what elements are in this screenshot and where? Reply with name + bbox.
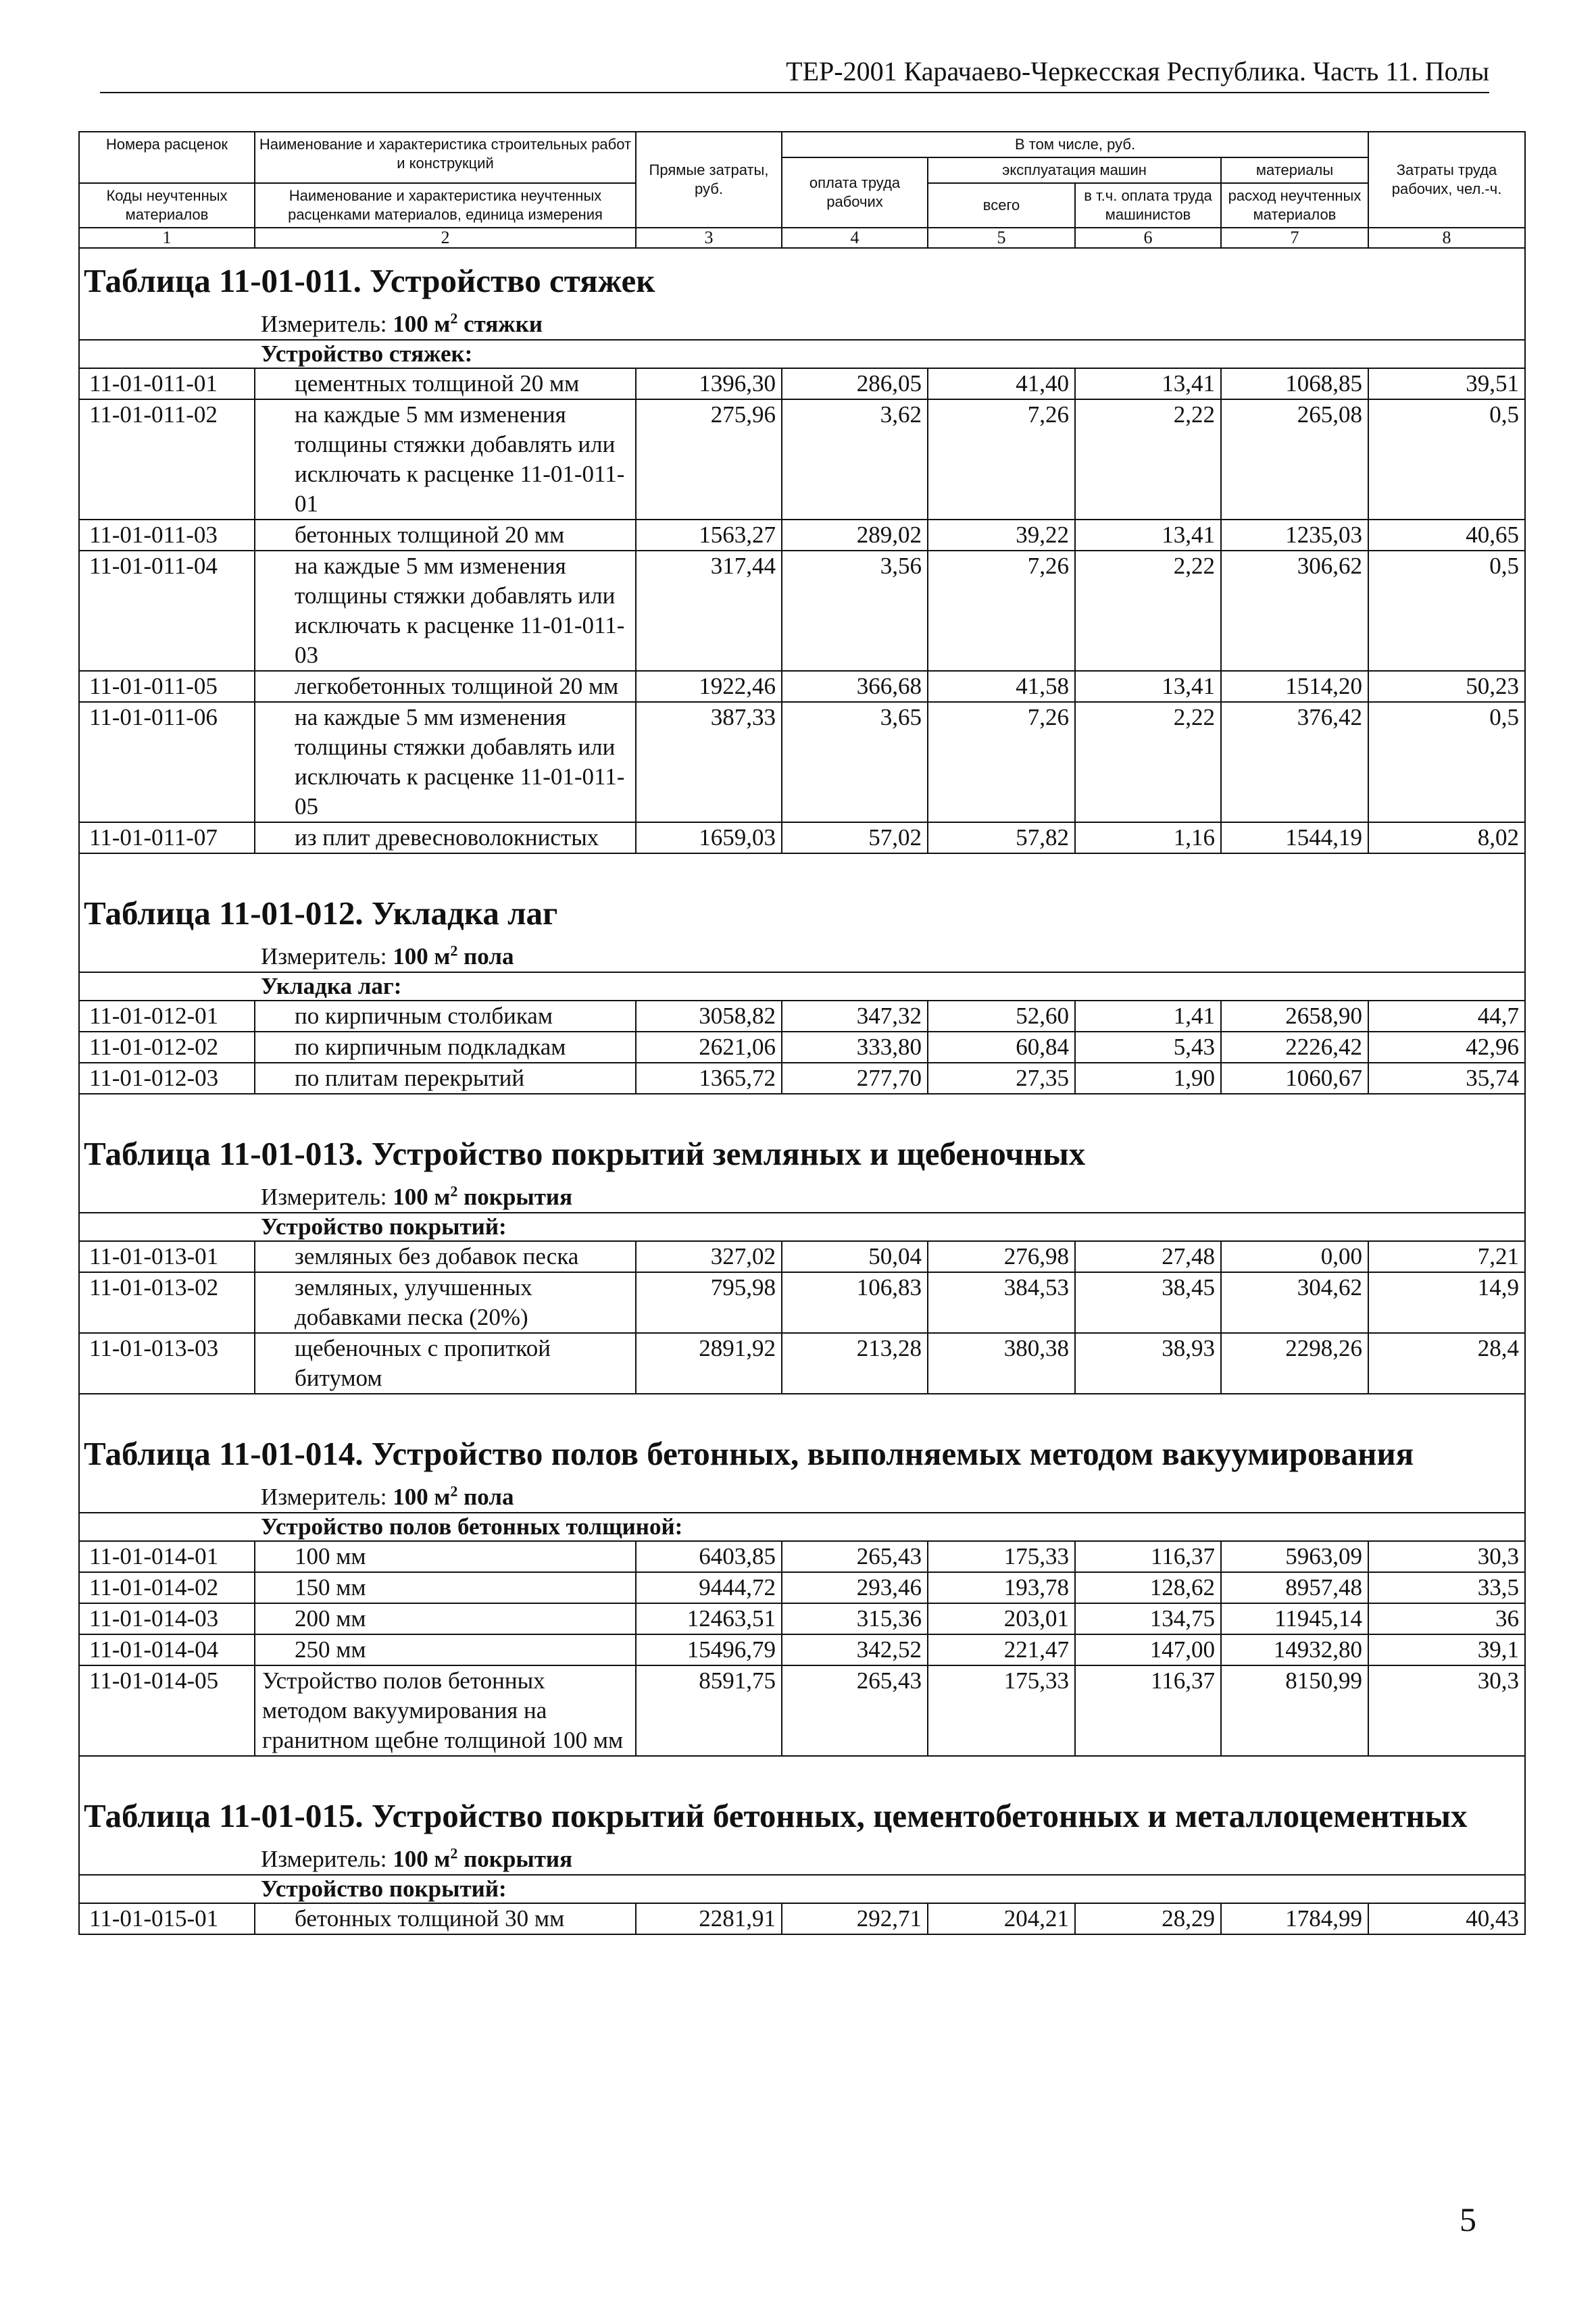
materials-cost: 2298,26 <box>1221 1333 1368 1394</box>
machines-total: 276,98 <box>928 1241 1075 1272</box>
col-header-machines: эксплуатация машин <box>928 157 1221 183</box>
work-description: 100 мм <box>255 1541 636 1572</box>
work-description: по кирпичным столбикам <box>255 1001 636 1032</box>
measure-unit-line <box>79 942 1525 972</box>
machinist-pay: 2,22 <box>1075 399 1221 520</box>
work-group-heading: Укладка лаг: <box>79 972 1525 1001</box>
col-header-materials-use: расход неучтенных материалов <box>1221 183 1368 228</box>
direct-costs: 2621,06 <box>636 1032 782 1063</box>
materials-cost: 1784,99 <box>1221 1903 1368 1934</box>
table-section-title-row <box>79 881 1525 942</box>
measure-unit-base: 100 м <box>393 1184 451 1210</box>
measure-unit-line <box>79 1182 1525 1213</box>
table-row <box>79 1603 1525 1634</box>
work-description: 200 мм <box>255 1603 636 1634</box>
rate-code: 11-01-012-01 <box>79 1001 255 1032</box>
running-header: ТЕР-2001 Карачаево-Черкесская Республика. Часть 11. Полы <box>100 55 1489 93</box>
labor-pay: 315,36 <box>782 1603 928 1634</box>
machinist-pay: 13,41 <box>1075 368 1221 399</box>
rates-table <box>78 131 1526 1935</box>
col-header-name-bottom: Наименование и характеристика неучтенных расценками материалов, единица измерения <box>255 183 636 228</box>
materials-cost: 306,62 <box>1221 551 1368 671</box>
labor-pay: 289,02 <box>782 520 928 551</box>
table-row <box>79 1572 1525 1603</box>
direct-costs: 3058,82 <box>636 1001 782 1032</box>
materials-cost: 2658,90 <box>1221 1001 1368 1032</box>
labor-pay: 50,04 <box>782 1241 928 1272</box>
measure-label: Измеритель: <box>261 1484 393 1510</box>
column-number: 1 <box>79 228 255 248</box>
table-section-title-row <box>79 248 1525 309</box>
table-section-title-row <box>79 1422 1525 1482</box>
column-number: 6 <box>1075 228 1221 248</box>
labor-hours: 30,3 <box>1368 1541 1525 1572</box>
rate-code: 11-01-014-01 <box>79 1541 255 1572</box>
measure-unit-power: 2 <box>450 942 458 959</box>
labor-hours: 40,65 <box>1368 520 1525 551</box>
work-group-heading: Устройство покрытий: <box>79 1875 1525 1903</box>
table-section-title: Таблица 11-01-013. Устройство покрытий земляных и щебеночных <box>79 1122 1525 1182</box>
work-group-heading: Устройство полов бетонных толщиной: <box>79 1513 1525 1541</box>
machines-total: 384,53 <box>928 1272 1075 1333</box>
table-row <box>79 1272 1525 1333</box>
table-section-title: Таблица 11-01-012. Укладка лаг <box>79 881 1525 942</box>
direct-costs: 327,02 <box>636 1241 782 1272</box>
column-number: 4 <box>782 228 928 248</box>
col-header-direct-costs: Прямые затраты, руб. <box>636 132 782 228</box>
materials-cost: 304,62 <box>1221 1272 1368 1333</box>
rate-code: 11-01-011-01 <box>79 368 255 399</box>
measure-unit <box>393 311 543 337</box>
materials-cost: 1060,67 <box>1221 1063 1368 1094</box>
materials-cost: 1544,19 <box>1221 822 1368 853</box>
labor-pay: 342,52 <box>782 1634 928 1665</box>
table-row <box>79 1665 1525 1756</box>
measure-unit-base: 100 м <box>393 311 451 337</box>
rate-code: 11-01-014-05 <box>79 1665 255 1756</box>
labor-hours: 42,96 <box>1368 1032 1525 1063</box>
machines-total: 41,40 <box>928 368 1075 399</box>
labor-pay: 3,56 <box>782 551 928 671</box>
measure-unit-object: покрытия <box>457 1846 573 1872</box>
work-group-heading: Устройство стяжек: <box>79 340 1525 368</box>
materials-cost: 0,00 <box>1221 1241 1368 1272</box>
labor-pay: 3,65 <box>782 702 928 822</box>
table-row <box>79 702 1525 822</box>
measure-unit-power: 2 <box>450 1482 458 1500</box>
work-description: легкобетонных толщиной 20 мм <box>255 671 636 702</box>
table-section-title: Таблица 11-01-011. Устройство стяжек <box>79 248 1525 309</box>
direct-costs: 795,98 <box>636 1272 782 1333</box>
machinist-pay: 2,22 <box>1075 551 1221 671</box>
labor-hours: 0,5 <box>1368 399 1525 520</box>
labor-hours: 39,1 <box>1368 1634 1525 1665</box>
col-header-machinist-pay: в т.ч. оплата труда машинистов <box>1075 183 1221 228</box>
machinist-pay: 116,37 <box>1075 1665 1221 1756</box>
measure-unit <box>393 943 514 970</box>
rate-code: 11-01-011-03 <box>79 520 255 551</box>
work-description: на каждые 5 мм изменения толщины стяжки добавлять или исключать к расценке 11-01-011-05 <box>255 702 636 822</box>
machines-total: 204,21 <box>928 1903 1075 1934</box>
materials-cost: 1514,20 <box>1221 671 1368 702</box>
table-row <box>79 1063 1525 1094</box>
machines-total: 175,33 <box>928 1541 1075 1572</box>
work-description: земляных, улучшенных добавками песка (20%) <box>255 1272 636 1333</box>
labor-hours: 0,5 <box>1368 702 1525 822</box>
labor-hours: 7,21 <box>1368 1241 1525 1272</box>
work-description: 150 мм <box>255 1572 636 1603</box>
machines-total: 60,84 <box>928 1032 1075 1063</box>
work-group-heading: Устройство покрытий: <box>79 1213 1525 1241</box>
work-description: бетонных толщиной 30 мм <box>255 1903 636 1934</box>
labor-hours: 0,5 <box>1368 551 1525 671</box>
direct-costs: 2281,91 <box>636 1903 782 1934</box>
labor-hours: 8,02 <box>1368 822 1525 853</box>
table-row <box>79 399 1525 520</box>
measure-label: Измеритель: <box>261 1184 393 1210</box>
labor-pay: 3,62 <box>782 399 928 520</box>
direct-costs: 6403,85 <box>636 1541 782 1572</box>
machinist-pay: 134,75 <box>1075 1603 1221 1634</box>
rate-code: 11-01-014-03 <box>79 1603 255 1634</box>
table-row <box>79 1241 1525 1272</box>
labor-hours: 30,3 <box>1368 1665 1525 1756</box>
page-number: 5 <box>1460 2200 1476 2238</box>
materials-cost: 8957,48 <box>1221 1572 1368 1603</box>
col-header-codes-top: Номера расценок <box>79 132 255 183</box>
measure-label: Измеритель: <box>261 943 393 970</box>
col-header-group: В том числе, руб. <box>782 132 1368 157</box>
labor-pay: 277,70 <box>782 1063 928 1094</box>
measure-unit-object: пола <box>457 943 514 970</box>
column-number: 3 <box>636 228 782 248</box>
work-description: на каждые 5 мм изменения толщины стяжки добавлять или исключать к расценке 11-01-011-01 <box>255 399 636 520</box>
col-header-labor-hours: Затраты труда рабочих, чел.-ч. <box>1368 132 1525 228</box>
rate-code: 11-01-011-06 <box>79 702 255 822</box>
labor-hours: 39,51 <box>1368 368 1525 399</box>
work-description: щебеночных с пропиткой битумом <box>255 1333 636 1394</box>
measure-unit-object: стяжки <box>457 311 543 337</box>
direct-costs: 12463,51 <box>636 1603 782 1634</box>
machines-total: 57,82 <box>928 822 1075 853</box>
machinist-pay: 147,00 <box>1075 1634 1221 1665</box>
machinist-pay: 13,41 <box>1075 520 1221 551</box>
machines-total: 39,22 <box>928 520 1075 551</box>
machines-total: 221,47 <box>928 1634 1075 1665</box>
machines-total: 7,26 <box>928 399 1075 520</box>
table-section-title-row <box>79 1122 1525 1182</box>
table-row <box>79 671 1525 702</box>
machines-total: 7,26 <box>928 702 1075 822</box>
machinist-pay: 116,37 <box>1075 1541 1221 1572</box>
machinist-pay: 13,41 <box>1075 671 1221 702</box>
labor-pay: 213,28 <box>782 1333 928 1394</box>
labor-pay: 286,05 <box>782 368 928 399</box>
labor-pay: 106,83 <box>782 1272 928 1333</box>
labor-pay: 333,80 <box>782 1032 928 1063</box>
direct-costs: 1563,27 <box>636 520 782 551</box>
machines-total: 52,60 <box>928 1001 1075 1032</box>
direct-costs: 1922,46 <box>636 671 782 702</box>
labor-hours: 40,43 <box>1368 1903 1525 1934</box>
labor-hours: 28,4 <box>1368 1333 1525 1394</box>
direct-costs: 1659,03 <box>636 822 782 853</box>
work-description: Устройство полов бетонных методом вакуумирования на гранитном щебне толщиной 100 мм <box>255 1665 636 1756</box>
measure-unit-line <box>79 1482 1525 1513</box>
direct-costs: 317,44 <box>636 551 782 671</box>
machinist-pay: 28,29 <box>1075 1903 1221 1934</box>
column-number: 2 <box>255 228 636 248</box>
work-description: цементных толщиной 20 мм <box>255 368 636 399</box>
rate-code: 11-01-014-04 <box>79 1634 255 1665</box>
machines-total: 175,33 <box>928 1665 1075 1756</box>
materials-cost: 1235,03 <box>1221 520 1368 551</box>
measure-unit-base: 100 м <box>393 1846 451 1872</box>
measure-unit-object: покрытия <box>457 1184 573 1210</box>
work-description: по кирпичным подкладкам <box>255 1032 636 1063</box>
direct-costs: 1365,72 <box>636 1063 782 1094</box>
machines-total: 203,01 <box>928 1603 1075 1634</box>
labor-hours: 44,7 <box>1368 1001 1525 1032</box>
col-header-codes-bottom: Коды неучтенных материалов <box>79 183 255 228</box>
col-header-name-top: Наименование и характеристика строительных работ и конструкций <box>255 132 636 183</box>
rate-code: 11-01-011-07 <box>79 822 255 853</box>
col-header-machines-total: всего <box>928 183 1075 228</box>
col-header-labor-pay: оплата труда рабочих <box>782 157 928 228</box>
machinist-pay: 2,22 <box>1075 702 1221 822</box>
direct-costs: 2891,92 <box>636 1333 782 1394</box>
materials-cost: 11945,14 <box>1221 1603 1368 1634</box>
machinist-pay: 5,43 <box>1075 1032 1221 1063</box>
direct-costs: 1396,30 <box>636 368 782 399</box>
labor-hours: 50,23 <box>1368 671 1525 702</box>
labor-pay: 265,43 <box>782 1665 928 1756</box>
table-row <box>79 822 1525 853</box>
measure-unit-line <box>79 309 1525 340</box>
measure-unit <box>393 1484 514 1510</box>
labor-pay: 293,46 <box>782 1572 928 1603</box>
table-section-title: Таблица 11-01-014. Устройство полов бетонных, выполняемых методом вакуумирования <box>79 1422 1525 1482</box>
materials-cost: 2226,42 <box>1221 1032 1368 1063</box>
direct-costs: 8591,75 <box>636 1665 782 1756</box>
materials-cost: 376,42 <box>1221 702 1368 822</box>
labor-pay: 347,32 <box>782 1001 928 1032</box>
measure-unit-base: 100 м <box>393 943 451 970</box>
measure-unit-base: 100 м <box>393 1484 451 1510</box>
materials-cost: 1068,85 <box>1221 368 1368 399</box>
rate-code: 11-01-014-02 <box>79 1572 255 1603</box>
measure-unit-power: 2 <box>450 1844 458 1862</box>
measure-unit <box>393 1846 572 1872</box>
table-section-title: Таблица 11-01-015. Устройство покрытий бетонных, цементобетонных и металлоцементных <box>79 1784 1525 1844</box>
work-description: из плит древесноволокнистых <box>255 822 636 853</box>
machinist-pay: 1,16 <box>1075 822 1221 853</box>
labor-hours: 35,74 <box>1368 1063 1525 1094</box>
rate-code: 11-01-013-01 <box>79 1241 255 1272</box>
measure-unit-object: пола <box>457 1484 514 1510</box>
measure-unit-power: 2 <box>450 309 458 327</box>
table-row <box>79 1032 1525 1063</box>
direct-costs: 387,33 <box>636 702 782 822</box>
work-description: бетонных толщиной 20 мм <box>255 520 636 551</box>
machines-total: 193,78 <box>928 1572 1075 1603</box>
rate-code: 11-01-013-03 <box>79 1333 255 1394</box>
table-row <box>79 1333 1525 1394</box>
table-row <box>79 1001 1525 1032</box>
measure-unit <box>393 1184 572 1210</box>
machines-total: 380,38 <box>928 1333 1075 1394</box>
labor-hours: 36 <box>1368 1603 1525 1634</box>
materials-cost: 265,08 <box>1221 399 1368 520</box>
labor-hours: 33,5 <box>1368 1572 1525 1603</box>
rate-code: 11-01-011-02 <box>79 399 255 520</box>
column-number: 8 <box>1368 228 1525 248</box>
column-number: 7 <box>1221 228 1368 248</box>
labor-hours: 14,9 <box>1368 1272 1525 1333</box>
measure-unit-line <box>79 1844 1525 1875</box>
direct-costs: 9444,72 <box>636 1572 782 1603</box>
rate-code: 11-01-012-03 <box>79 1063 255 1094</box>
direct-costs: 275,96 <box>636 399 782 520</box>
machines-total: 41,58 <box>928 671 1075 702</box>
table-section-title-row <box>79 1784 1525 1844</box>
machinist-pay: 38,93 <box>1075 1333 1221 1394</box>
materials-cost: 5963,09 <box>1221 1541 1368 1572</box>
rate-code: 11-01-011-04 <box>79 551 255 671</box>
rate-code: 11-01-013-02 <box>79 1272 255 1333</box>
work-description: 250 мм <box>255 1634 636 1665</box>
materials-cost: 14932,80 <box>1221 1634 1368 1665</box>
col-header-materials: материалы <box>1221 157 1368 183</box>
rate-code: 11-01-015-01 <box>79 1903 255 1934</box>
machinist-pay: 128,62 <box>1075 1572 1221 1603</box>
measure-label: Измеритель: <box>261 311 393 337</box>
machinist-pay: 27,48 <box>1075 1241 1221 1272</box>
work-description: по плитам перекрытий <box>255 1063 636 1094</box>
labor-pay: 57,02 <box>782 822 928 853</box>
rate-code: 11-01-011-05 <box>79 671 255 702</box>
table-row <box>79 1634 1525 1665</box>
column-number: 5 <box>928 228 1075 248</box>
machines-total: 7,26 <box>928 551 1075 671</box>
direct-costs: 15496,79 <box>636 1634 782 1665</box>
measure-label: Измеритель: <box>261 1846 393 1872</box>
machinist-pay: 1,90 <box>1075 1063 1221 1094</box>
table-row <box>79 551 1525 671</box>
labor-pay: 292,71 <box>782 1903 928 1934</box>
work-description: земляных без добавок песка <box>255 1241 636 1272</box>
machinist-pay: 1,41 <box>1075 1001 1221 1032</box>
materials-cost: 8150,99 <box>1221 1665 1368 1756</box>
rate-code: 11-01-012-02 <box>79 1032 255 1063</box>
machinist-pay: 38,45 <box>1075 1272 1221 1333</box>
work-description: на каждые 5 мм изменения толщины стяжки добавлять или исключать к расценке 11-01-011-03 <box>255 551 636 671</box>
table-row <box>79 520 1525 551</box>
table-row <box>79 1903 1525 1934</box>
rates-document <box>78 131 1524 1935</box>
machines-total: 27,35 <box>928 1063 1075 1094</box>
table-row <box>79 368 1525 399</box>
table-row <box>79 1541 1525 1572</box>
labor-pay: 366,68 <box>782 671 928 702</box>
measure-unit-power: 2 <box>450 1182 458 1200</box>
labor-pay: 265,43 <box>782 1541 928 1572</box>
